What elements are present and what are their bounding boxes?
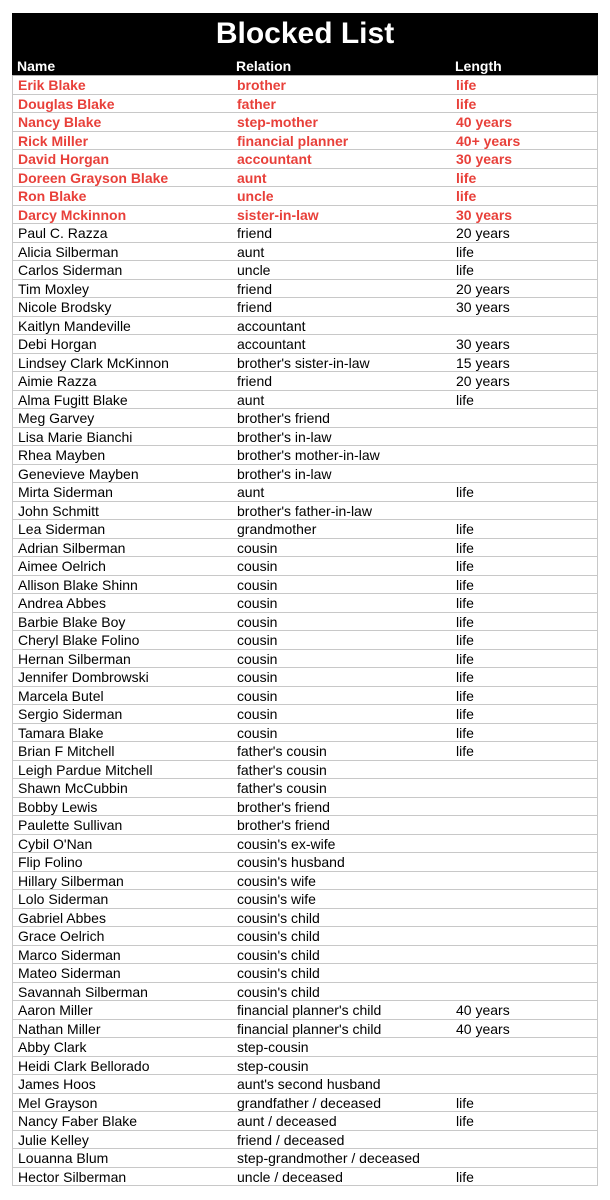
table-row xyxy=(13,724,597,743)
cell-length xyxy=(451,1038,597,1056)
cell-length: 40 years xyxy=(456,1020,510,1037)
table-row xyxy=(13,409,597,428)
cell-relation: brother's friend xyxy=(237,410,330,426)
cell-length: life xyxy=(456,77,477,93)
cell-length: life xyxy=(456,484,474,500)
cell-relation: friend xyxy=(237,225,273,241)
cell-relation: brother's in-law xyxy=(237,428,332,445)
cell-length: 30 years xyxy=(456,206,513,223)
table-row xyxy=(13,224,597,243)
cell-relation: aunt xyxy=(237,484,265,500)
cell-length xyxy=(451,816,597,834)
table-row xyxy=(13,631,597,650)
cell-name: Abby Clark xyxy=(18,1039,87,1055)
cell-name: Jennifer Dombrowski xyxy=(18,669,149,685)
cell-name: Savannah Silberman xyxy=(18,983,148,1000)
cell-length xyxy=(451,983,597,1001)
table-row xyxy=(13,428,597,447)
table-row xyxy=(13,1094,597,1113)
cell-length xyxy=(451,1057,597,1075)
table-row xyxy=(13,872,597,891)
cell-relation: father's cousin xyxy=(237,780,327,796)
cell-relation: cousin xyxy=(237,687,278,704)
cell-relation: cousin xyxy=(237,613,278,630)
cell-name: Kaitlyn Mandeville xyxy=(18,317,131,334)
cell-length: 30 years xyxy=(456,151,513,167)
cell-name: Nancy Blake xyxy=(18,114,102,130)
cell-name: Nathan Miller xyxy=(18,1020,101,1037)
cell-relation: father xyxy=(237,95,276,112)
cell-name: Debi Horgan xyxy=(18,336,97,352)
cell-relation: uncle / deceased xyxy=(237,1168,343,1185)
cell-relation: cousin's child xyxy=(237,909,320,926)
table-row xyxy=(13,890,597,909)
cell-length xyxy=(451,872,597,890)
cell-length: life xyxy=(456,632,474,648)
cell-relation: cousin xyxy=(237,706,278,722)
cell-relation: accountant xyxy=(237,317,306,334)
cell-name: Nicole Brodsky xyxy=(18,299,112,315)
cell-relation: grandmother xyxy=(237,521,317,537)
cell-length xyxy=(451,1131,597,1149)
cell-relation: step-cousin xyxy=(237,1039,309,1055)
cell-length xyxy=(451,835,597,853)
cell-relation: uncle xyxy=(237,262,271,278)
table-row xyxy=(13,594,597,613)
cell-name: Marcela Butel xyxy=(18,687,104,704)
cell-relation: friend xyxy=(237,373,273,389)
cell-length xyxy=(451,446,597,464)
cell-name: Louanna Blum xyxy=(18,1150,109,1166)
cell-relation: brother's in-law xyxy=(237,465,332,482)
cell-name: Bobby Lewis xyxy=(18,798,98,815)
table-row xyxy=(13,187,597,206)
table-row xyxy=(13,372,597,391)
cell-relation: aunt xyxy=(237,169,267,186)
cell-length xyxy=(451,927,597,945)
cell-relation: cousin's wife xyxy=(237,872,316,889)
table-row xyxy=(13,483,597,502)
sheet-title: Blocked List xyxy=(12,13,598,55)
cell-length: life xyxy=(456,1168,474,1185)
cell-relation: brother's sister-in-law xyxy=(237,354,370,371)
table-row xyxy=(13,1075,597,1094)
cell-length xyxy=(451,909,597,927)
cell-length: 15 years xyxy=(456,354,510,371)
cell-length: life xyxy=(456,1113,474,1129)
cell-relation: cousin xyxy=(237,669,278,685)
cell-relation: grandfather / deceased xyxy=(237,1094,381,1111)
cell-name: Alma Fugitt Blake xyxy=(18,391,128,408)
table-row xyxy=(13,1149,597,1168)
table-row xyxy=(13,280,597,299)
table-row xyxy=(13,1020,597,1039)
cell-relation: aunt / deceased xyxy=(237,1113,337,1129)
cell-name: Aimie Razza xyxy=(18,373,97,389)
cell-length xyxy=(451,853,597,871)
table-row xyxy=(13,113,597,132)
cell-name: Gabriel Abbes xyxy=(18,909,106,926)
table-row xyxy=(13,169,597,188)
cell-name: Adrian Silberman xyxy=(18,539,126,556)
cell-length xyxy=(451,409,597,427)
table-header xyxy=(12,55,598,76)
cell-name: Mateo Siderman xyxy=(18,965,121,981)
cell-relation: friend xyxy=(237,280,273,297)
cell-relation: brother's father-in-law xyxy=(237,502,372,519)
cell-length: life xyxy=(456,595,474,611)
cell-name: Tamara Blake xyxy=(18,724,104,741)
cell-length: life xyxy=(456,539,474,556)
cell-relation: cousin xyxy=(237,558,278,574)
cell-length xyxy=(451,890,597,908)
cell-name: Marco Siderman xyxy=(18,946,121,963)
cell-relation: cousin xyxy=(237,595,278,611)
cell-name: Rhea Mayben xyxy=(18,447,106,463)
cell-length xyxy=(451,779,597,797)
cell-length xyxy=(451,465,597,483)
cell-relation: brother's friend xyxy=(237,798,330,815)
cell-relation: step-cousin xyxy=(237,1057,309,1074)
table-row xyxy=(13,983,597,1002)
cell-relation: financial planner's child xyxy=(237,1020,382,1037)
table-row xyxy=(13,132,597,151)
table-row xyxy=(13,798,597,817)
cell-relation: step-grandmother / deceased xyxy=(237,1150,420,1166)
cell-length xyxy=(451,428,597,446)
cell-length xyxy=(451,798,597,816)
cell-name: Carlos Siderman xyxy=(18,262,123,278)
cell-length: 20 years xyxy=(456,225,510,241)
cell-length: life xyxy=(456,706,474,722)
cell-name: Darcy Mckinnon xyxy=(18,206,127,223)
cell-name: Alicia Silberman xyxy=(18,243,119,260)
cell-relation: cousin's wife xyxy=(237,891,316,907)
cell-name: Mirta Siderman xyxy=(18,484,113,500)
cell-name: Aaron Miller xyxy=(18,1002,93,1018)
cell-length: life xyxy=(456,669,474,685)
cell-length xyxy=(451,502,597,520)
cell-relation: accountant xyxy=(237,336,306,352)
cell-length xyxy=(451,1075,597,1093)
cell-name: Cybil O'Nan xyxy=(18,835,93,852)
cell-name: David Horgan xyxy=(18,151,110,167)
cell-name: Rick Miller xyxy=(18,132,89,149)
cell-length: life xyxy=(456,391,474,408)
cell-name: Douglas Blake xyxy=(18,95,115,112)
cell-length: life xyxy=(456,243,474,260)
cell-name: James Hoos xyxy=(18,1076,96,1092)
table-row xyxy=(13,243,597,262)
cell-length: life xyxy=(456,262,474,278)
table-row xyxy=(13,742,597,761)
table-row xyxy=(13,1001,597,1020)
table-row xyxy=(13,946,597,965)
table-row xyxy=(13,687,597,706)
cell-name: Lisa Marie Bianchi xyxy=(18,428,133,445)
column-header-length: Length xyxy=(455,58,502,74)
cell-length xyxy=(451,1149,597,1167)
cell-relation: aunt xyxy=(237,243,265,260)
cell-length xyxy=(451,317,597,335)
cell-name: Genevieve Mayben xyxy=(18,465,139,482)
table-body xyxy=(12,76,598,1186)
cell-length: life xyxy=(456,576,474,593)
cell-length: 40+ years xyxy=(456,132,521,149)
cell-relation: uncle xyxy=(237,188,274,204)
cell-length: life xyxy=(456,1094,474,1111)
cell-name: Lindsey Clark McKinnon xyxy=(18,354,169,371)
cell-name: Paul C. Razza xyxy=(18,225,108,241)
cell-name: Barbie Blake Boy xyxy=(18,613,126,630)
cell-length: life xyxy=(456,188,477,204)
cell-relation: cousin's child xyxy=(237,946,320,963)
cell-relation: cousin xyxy=(237,724,278,741)
cell-relation: aunt xyxy=(237,391,265,408)
cell-relation: financial planner xyxy=(237,132,349,149)
table-row xyxy=(13,298,597,317)
cell-name: Meg Garvey xyxy=(18,410,95,426)
cell-relation: cousin's child xyxy=(237,965,320,981)
cell-length: life xyxy=(456,613,474,630)
table-row xyxy=(13,927,597,946)
cell-relation: cousin's child xyxy=(237,928,320,944)
cell-name: Lea Siderman xyxy=(18,521,106,537)
cell-name: Aimee Oelrich xyxy=(18,558,106,574)
cell-relation: friend xyxy=(237,299,273,315)
table-row xyxy=(13,95,597,114)
cell-length: 20 years xyxy=(456,373,510,389)
table-row xyxy=(13,705,597,724)
cell-name: Lolo Siderman xyxy=(18,891,109,907)
cell-length: life xyxy=(456,650,474,667)
cell-relation: brother's mother-in-law xyxy=(237,447,380,463)
cell-length: 20 years xyxy=(456,280,510,297)
cell-relation: father's cousin xyxy=(237,743,327,759)
cell-name: Erik Blake xyxy=(18,77,86,93)
cell-length xyxy=(451,946,597,964)
cell-length xyxy=(451,964,597,982)
cell-relation: cousin xyxy=(237,650,278,667)
cell-length: 40 years xyxy=(456,1002,510,1018)
table-row xyxy=(13,502,597,521)
cell-relation: financial planner's child xyxy=(237,1002,382,1018)
cell-length: life xyxy=(456,558,474,574)
blocked-list-sheet xyxy=(12,13,598,1186)
cell-name: Sergio Siderman xyxy=(18,706,123,722)
cell-relation: friend / deceased xyxy=(237,1131,345,1148)
table-row xyxy=(13,668,597,687)
table-row xyxy=(13,261,597,280)
cell-relation: cousin's husband xyxy=(237,854,345,870)
cell-relation: cousin xyxy=(237,539,278,556)
table-row xyxy=(13,465,597,484)
cell-name: Hillary Silberman xyxy=(18,872,124,889)
table-row xyxy=(13,539,597,558)
cell-name: Allison Blake Shinn xyxy=(18,576,138,593)
cell-name: Paulette Sullivan xyxy=(18,817,123,833)
table-row xyxy=(13,909,597,928)
table-row xyxy=(13,613,597,632)
cell-length: life xyxy=(456,743,474,759)
cell-relation: accountant xyxy=(237,151,312,167)
table-row xyxy=(13,964,597,983)
cell-relation: cousin xyxy=(237,576,278,593)
cell-name: Leigh Pardue Mitchell xyxy=(18,761,153,778)
cell-length: life xyxy=(456,724,474,741)
cell-length xyxy=(451,761,597,779)
cell-name: Ron Blake xyxy=(18,188,87,204)
table-row xyxy=(13,650,597,669)
cell-name: Hector Silberman xyxy=(18,1168,127,1185)
cell-name: Doreen Grayson Blake xyxy=(18,169,169,186)
column-header-name: Name xyxy=(17,58,56,74)
cell-relation: cousin's child xyxy=(237,983,320,1000)
cell-length: 30 years xyxy=(456,299,510,315)
cell-relation: step-mother xyxy=(237,114,318,130)
table-row xyxy=(13,1038,597,1057)
table-row xyxy=(13,446,597,465)
cell-name: Grace Oelrich xyxy=(18,928,105,944)
table-row xyxy=(13,576,597,595)
table-row xyxy=(13,761,597,780)
cell-name: Shawn McCubbin xyxy=(18,780,128,796)
cell-name: John Schmitt xyxy=(18,502,99,519)
cell-name: Cheryl Blake Folino xyxy=(18,632,140,648)
cell-relation: brother xyxy=(237,77,286,93)
cell-relation: cousin's ex-wife xyxy=(237,835,336,852)
cell-name: Nancy Faber Blake xyxy=(18,1113,138,1129)
table-row xyxy=(13,1112,597,1131)
table-row xyxy=(13,1168,597,1187)
cell-name: Heidi Clark Bellorado xyxy=(18,1057,150,1074)
cell-name: Andrea Abbes xyxy=(18,595,106,611)
table-row xyxy=(13,557,597,576)
cell-name: Julie Kelley xyxy=(18,1131,89,1148)
cell-length: 40 years xyxy=(456,114,513,130)
cell-name: Brian F Mitchell xyxy=(18,743,115,759)
table-row xyxy=(13,779,597,798)
cell-length: life xyxy=(456,687,474,704)
table-row xyxy=(13,150,597,169)
cell-name: Flip Folino xyxy=(18,854,83,870)
table-row xyxy=(13,1131,597,1150)
cell-relation: father's cousin xyxy=(237,761,327,778)
cell-relation: brother's friend xyxy=(237,817,330,833)
table-row xyxy=(13,853,597,872)
cell-relation: sister-in-law xyxy=(237,206,319,223)
cell-relation: aunt's second husband xyxy=(237,1076,381,1092)
table-row xyxy=(13,520,597,539)
cell-name: Tim Moxley xyxy=(18,280,90,297)
cell-length: 30 years xyxy=(456,336,510,352)
cell-relation: cousin xyxy=(237,632,278,648)
table-row xyxy=(13,354,597,373)
table-row xyxy=(13,391,597,410)
cell-length: life xyxy=(456,95,477,112)
cell-length: life xyxy=(456,169,477,186)
column-header-relation: Relation xyxy=(236,58,292,74)
table-row xyxy=(13,835,597,854)
table-row xyxy=(13,206,597,225)
table-row xyxy=(13,1057,597,1076)
cell-name: Hernan Silberman xyxy=(18,650,131,667)
cell-name: Mel Grayson xyxy=(18,1094,98,1111)
table-row xyxy=(13,816,597,835)
cell-length: life xyxy=(456,521,474,537)
table-row xyxy=(13,317,597,336)
table-row xyxy=(13,76,597,95)
table-row xyxy=(13,335,597,354)
